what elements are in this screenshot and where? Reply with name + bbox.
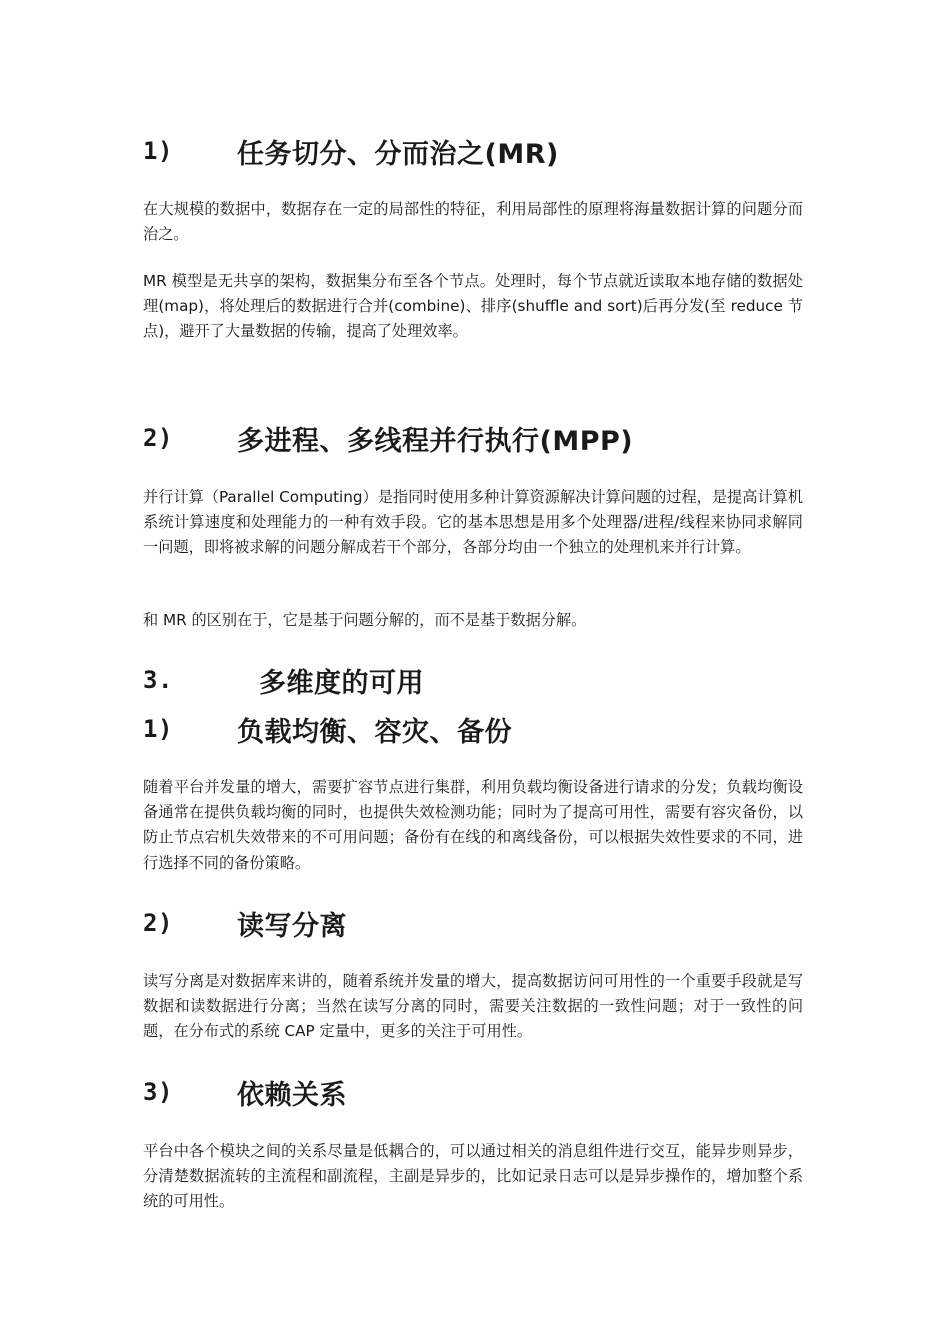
heading-title: 读写分离 (237, 910, 347, 942)
paragraph: 并行计算（Parallel Computing）是指同时使用多种计算资源解决计算问题的过程，是提高计算机系统计算速度和处理能力的一种有效手段。它的基本思想是用多个处理器/进程/线程来协同求解同一问题，即将被求解的问题分解成若干个部分，各部分均由一个独立的处理机来并行计算。 (143, 488, 803, 557)
heading-read-write-split (143, 903, 347, 943)
heading-title: 任务切分、分而治之(MR) (237, 138, 559, 170)
heading-number: 2) (143, 424, 173, 452)
heading-load-balance (143, 709, 512, 749)
paragraph: MR 模型是无共享的架构，数据集分布至各个节点。处理时，每个节点就近读取本地存储的数据处理(map)，将处理后的数据进行合并(combine)、排序(shuffle and sort)后再分发(至 reduce 节点)，避开了大量数据的传输，提高了处理效率。 (143, 272, 803, 341)
heading-number: 2) (143, 909, 173, 937)
heading-title: 依赖关系 (237, 1079, 347, 1111)
paragraph: 在大规模的数据中，数据存在一定的局部性的特征，利用局部性的原理将海量数据计算的问题分而治之。 (143, 200, 803, 244)
paragraph: 读写分离是对数据库来讲的，随着系统并发量的增大，提高数据访问可用性的一个重要手段就是写数据和读数据进行分离；当然在读写分离的同时，需要关注数据的一致性问题；对于一致性的问题，在分布式的系统 CAP 定量中，更多的关注于可用性。 (143, 972, 803, 1041)
paragraph: 随着平台并发量的增大，需要扩容节点进行集群，利用负载均衡设备进行请求的分发；负载均衡设备通常在提供负载均衡的同时，也提供失效检测功能；同时为了提高可用性，需要有容灾备份，以防止节点宕机失效带来的不可用问题；备份有在线的和离线备份，可以根据失效性要求的不同，进行选择不同的备份策略。 (143, 778, 803, 872)
heading-number: 1) (143, 715, 173, 743)
heading-number: 1) (143, 137, 173, 165)
paragraph: 和 MR 的区别在于，它是基于问题分解的，而不是基于数据分解。 (143, 611, 587, 629)
heading-title: 负载均衡、容灾、备份 (237, 716, 512, 748)
heading-number: 3) (143, 1078, 173, 1106)
heading-multi-availability (143, 660, 424, 700)
heading-dependency (143, 1072, 347, 1112)
heading-title: 多进程、多线程并行执行(MPP) (237, 425, 634, 457)
heading-parallel-exec (143, 418, 633, 458)
heading-number: 3. (143, 666, 173, 694)
heading-task-split (143, 131, 559, 171)
paragraph: 平台中各个模块之间的关系尽量是低耦合的，可以通过相关的消息组件进行交互，能异步则异步，分清楚数据流转的主流程和副流程，主副是异步的，比如记录日志可以是异步操作的，增加整个系统的可用性。 (143, 1142, 803, 1211)
heading-title: 多维度的可用 (259, 667, 424, 699)
